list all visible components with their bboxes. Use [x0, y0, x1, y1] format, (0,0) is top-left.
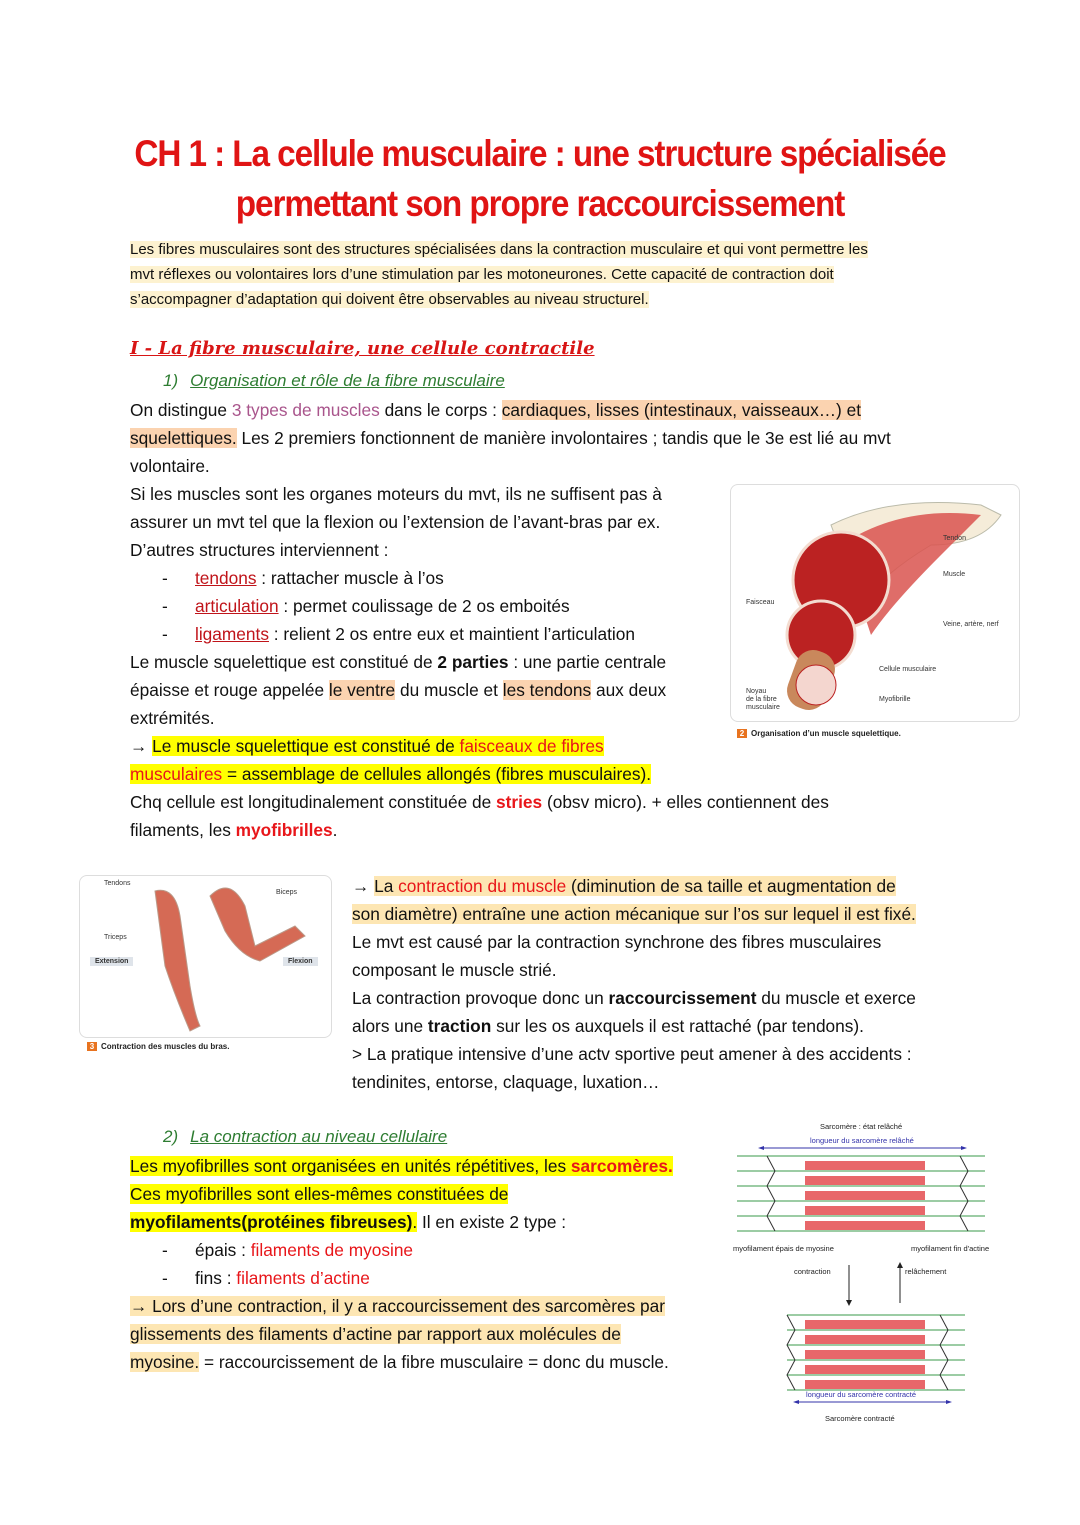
text-segment: →	[130, 736, 153, 756]
text-segment: myofilament épais de myosine	[733, 1244, 834, 1253]
text-segment: assurer un mvt tel que la flexion ou l’extension de l’avant-bras par ex.	[130, 512, 661, 532]
text-segment: Si les muscles sont les organes moteurs du mvt, ils ne suffisent pas à	[130, 484, 662, 504]
text-segment: D’autres structures interviennent :	[130, 540, 389, 560]
text-segment: sur les os auxquels il est rattaché (par tendons).	[491, 1016, 864, 1036]
text-segment: .	[332, 820, 338, 840]
text-segment: : permet coulissage de 2 os emboités	[278, 596, 570, 616]
text-segment: cardiaques, lisses (intestinaux, vaisseaux…) et	[501, 400, 861, 420]
text-segment: longueur du sarcomère contracté	[806, 1390, 917, 1399]
text-segment: Le muscle squelettique est constitué de	[152, 736, 460, 756]
link-articulation[interactable]: articulation	[195, 596, 279, 616]
text-segment: Ces myofibrilles sont elles-mêmes constituées de	[130, 1184, 509, 1204]
text-segment: Le mvt est causé par la contraction synchrone des fibres musculaires	[352, 932, 882, 952]
text-segment: filaments de myosine	[250, 1240, 414, 1260]
text-segment: du muscle et	[395, 680, 503, 700]
text-segment: myofilaments(protéines fibreuses)	[130, 1212, 413, 1232]
text-segment: : relient 2 os entre eux et maintient l’articulation	[268, 624, 635, 644]
text-segment: filaments, les	[130, 820, 236, 840]
text-segment: Organisation d’un muscle squelettique.	[751, 729, 901, 738]
muscle-types: 3 types de muscles	[231, 400, 380, 420]
text-segment: Les 2 premiers fonctionnent de manière involontaires ; tandis que le 3e est lié au mvt	[236, 428, 891, 448]
text-segment: La	[374, 876, 399, 896]
text-segment: composant le muscle strié.	[352, 960, 557, 980]
text-segment: = raccourcissement de la fibre musculaire = donc du muscle.	[199, 1352, 669, 1372]
text-segment: 2)	[163, 1127, 179, 1146]
text-segment: -	[162, 596, 168, 616]
link-tendons[interactable]: tendons	[195, 568, 257, 588]
text-segment: 2	[737, 729, 747, 738]
text-segment: > La pratique intensive d’une actv sportive peut amener à des accidents :	[352, 1044, 912, 1064]
text-segment: contraction du muscle	[398, 876, 567, 896]
text-segment: le ventre	[328, 680, 396, 700]
link-ligaments[interactable]: ligaments	[195, 624, 269, 644]
text-segment: Noyau	[746, 688, 767, 695]
sub-num: 1)	[163, 371, 179, 390]
text-segment: myofibrilles	[235, 820, 333, 840]
text-segment: épaisse et rouge appelée	[130, 680, 329, 700]
text-segment: Triceps	[104, 934, 127, 941]
text-segment: squelettiques.	[130, 428, 237, 448]
text-segment: On distingue	[130, 400, 232, 420]
sarcomere-relaxed-title: Sarcomère : état relâché	[820, 1122, 903, 1131]
text-segment: alors une	[352, 1016, 428, 1036]
text-segment: musculaire	[746, 704, 780, 711]
figure-3-caption	[87, 1042, 229, 1051]
text-segment: Tendon	[943, 535, 966, 542]
text-segment: contraction	[794, 1267, 831, 1276]
text-segment: Tendons	[104, 880, 131, 887]
text-segment: La contraction provoque donc un	[352, 988, 609, 1008]
text-segment: 3	[87, 1042, 97, 1051]
text-segment: .	[412, 1212, 418, 1232]
text-segment: volontaire.	[130, 456, 210, 476]
figure-2-caption	[737, 729, 901, 738]
text-segment: dans le corps :	[379, 400, 502, 420]
intro-line: mvt réflexes ou volontaires lors d’une stimulation par les motoneurones. Cette capacité de contraction doit	[130, 266, 834, 283]
intro-line: Les fibres musculaires sont des structures spécialisées dans la contraction musculaire et qui vont permettre les	[130, 241, 868, 258]
text-segment: Contraction des muscles du bras.	[101, 1042, 230, 1051]
text-segment: (diminution de sa taille et augmentation de	[566, 876, 896, 896]
text-segment: glissements des filaments d’actine par rapport aux molécules de	[130, 1324, 621, 1344]
body-part-2	[352, 872, 972, 1096]
text-segment: extrémités.	[130, 708, 215, 728]
intro-paragraph	[130, 237, 868, 312]
text-segment: (obsv micro). + elles contiennent des	[542, 792, 829, 812]
text-segment: raccourcissement	[608, 988, 757, 1008]
text-segment: du muscle et exerce	[756, 988, 916, 1008]
text-segment: faisceaux de fibres	[459, 736, 604, 756]
text-segment: Myofibrille	[879, 696, 911, 703]
muscle-organisation-figure	[730, 484, 1020, 722]
text-segment: → Lors d’une contraction, il y a raccourcissement des sarcomères par	[130, 1296, 665, 1316]
text-segment: Extension	[90, 957, 133, 966]
sarcomere-figure	[725, 1118, 1005, 1428]
text-segment: : rattacher muscle à l’os	[256, 568, 444, 588]
title-line-1: CH 1 : La cellule musculaire : une structure spécialisée	[134, 133, 946, 174]
text-segment: myofilament fin d'actine	[911, 1244, 990, 1253]
text-segment: Il en existe 2 type :	[417, 1212, 567, 1232]
text-segment: Flexion	[283, 957, 318, 966]
text-segment: Chq cellule est longitudinalement constituée de	[130, 792, 497, 812]
text-segment: longueur du sarcomère relâché	[810, 1136, 914, 1145]
subsection-2-heading	[163, 1127, 447, 1147]
text-segment: traction	[427, 1016, 492, 1036]
section-heading: I - La fibre musculaire, une cellule contractile	[130, 338, 595, 359]
text-segment: Faisceau	[746, 599, 775, 606]
text-segment: Le muscle squelettique est constitué de	[130, 652, 438, 672]
text-segment: musculaires	[130, 764, 223, 784]
sub-title: Organisation et rôle de la fibre musculaire	[190, 371, 505, 390]
text-segment: Biceps	[276, 889, 298, 896]
text-segment: -	[162, 1268, 168, 1288]
text-segment: : une partie centrale	[508, 652, 667, 672]
text-segment: -	[162, 1240, 168, 1260]
intro-line: s’accompagner d’adaptation qui doivent être observables au niveau structurel.	[130, 291, 649, 308]
text-segment: son diamètre) entraîne une action mécanique sur l’os sur lequel il est fixé.	[352, 904, 916, 924]
text-segment: fins :	[195, 1268, 237, 1288]
sarcomere-diagram	[725, 1118, 1005, 1428]
text-segment: de la fibre	[746, 696, 777, 703]
text-segment: myosine.	[130, 1352, 200, 1372]
text-segment: 2 parties	[437, 652, 509, 672]
text-segment: -	[162, 624, 168, 644]
text-segment: La contraction au niveau cellulaire	[190, 1127, 448, 1146]
body-part-3	[130, 1152, 730, 1376]
sarcomere-contracted-title: Sarcomère contracté	[825, 1414, 895, 1423]
text-segment: stries	[496, 792, 543, 812]
text-segment: relâchement	[905, 1267, 947, 1276]
text-segment: = assemblage de cellules allongés (fibres musculaires).	[222, 764, 652, 784]
text-segment: les tendons	[502, 680, 592, 700]
text-segment: →	[352, 876, 375, 896]
text-segment: Veine, artère, nerf	[943, 621, 999, 628]
arm-contraction-figure	[79, 875, 332, 1038]
text-segment: -	[162, 568, 168, 588]
text-segment: sarcomères.	[570, 1156, 673, 1176]
text-segment: épais :	[195, 1240, 251, 1260]
text-segment: aux deux	[591, 680, 667, 700]
text-segment: Muscle	[943, 571, 966, 578]
text-segment: Cellule musculaire	[879, 666, 937, 673]
title-line-2: permettant son propre raccourcissement	[235, 183, 845, 224]
text-segment: filaments d’actine	[236, 1268, 370, 1288]
text-segment: tendinites, entorse, claquage, luxation…	[352, 1072, 660, 1092]
subsection-1-heading	[163, 371, 505, 391]
text-segment: Les myofibrilles sont organisées en unités répétitives, les	[130, 1156, 571, 1176]
